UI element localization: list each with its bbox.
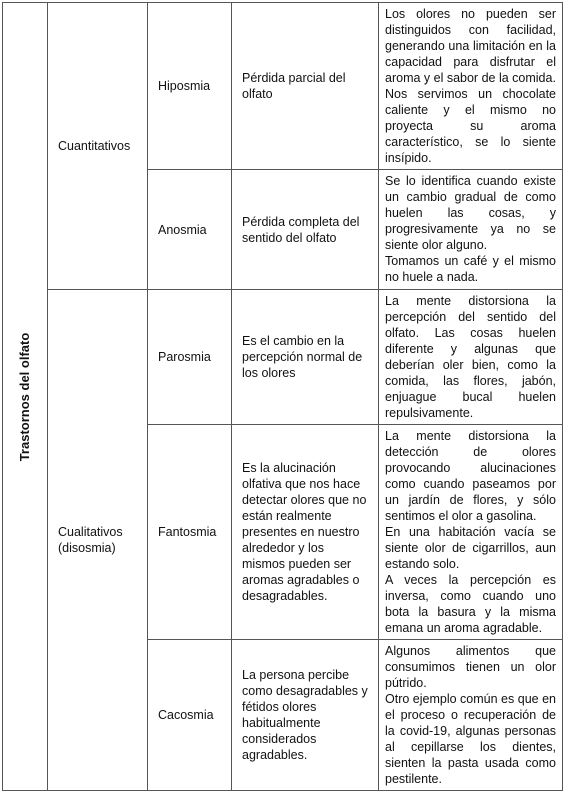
disorder-description-cell — [379, 290, 563, 425]
disorder-description-cell — [379, 170, 563, 290]
disorder-description-cell — [379, 640, 563, 791]
disorder-definition: Es el cambio en la percepción normal de los olores — [242, 334, 363, 380]
disorder-definition-cell — [232, 425, 379, 640]
main-category-cell — [3, 3, 48, 791]
disorder-description-cell — [379, 425, 563, 640]
disorder-definition-cell — [232, 640, 379, 791]
disorder-definition: La persona percibe como desagradables y fétidos olores habitualmente considerados agradables. — [242, 668, 368, 762]
description-paragraph: Tomamos un café y el mismo no huele a nada. — [385, 254, 556, 284]
olfato-disorders-table — [2, 2, 563, 791]
table-row — [3, 3, 563, 170]
disorder-definition-cell — [232, 3, 379, 170]
disorder-name-cell — [148, 425, 232, 640]
group-cualitativos — [48, 290, 148, 791]
disorder-definition-cell — [232, 290, 379, 425]
description-paragraph: La mente distorsiona la percepción del sentido del olfato. Las cosas huelen diferente y algunas que deberían oler bien, como la comida, las flores, jabón, enjuague bucal huelen repulsivamente. — [385, 294, 556, 420]
disorder-name: Anosmia — [158, 222, 207, 237]
group-cuantitativos — [48, 3, 148, 290]
disorder-definition: Pérdida completa del sentido del olfato — [242, 214, 360, 245]
table-row — [3, 290, 563, 425]
description-paragraph: Algunos alimentos que consumimos tienen un olor pútrido. — [385, 644, 556, 690]
group-label: Cualitativos (disosmia) — [58, 525, 123, 555]
description-paragraph: La mente distorsiona la detección de olores provocando alucinaciones como cuando paseamos por un jardín de flores, y sólo sentimos el olor a gasolina. — [385, 429, 556, 523]
disorder-description-cell — [379, 3, 563, 170]
description-paragraph: A veces la percepción es inversa, como cuando uno bota la basura y la misma emana un aroma agradable. — [385, 573, 556, 635]
disorder-name-cell — [148, 640, 232, 791]
disorder-name: Hiposmia — [158, 79, 211, 93]
description-paragraph: Se lo identifica cuando existe un cambio gradual de como huelen las cosas, y progresivamente ya no se siente olor alguno. — [385, 174, 556, 252]
description-paragraph: En una habitación vacía se siente olor de cigarrillos, aun estando solo. — [385, 525, 556, 571]
description-paragraph: Los olores no pueden ser distinguidos con facilidad, generando una limitación en la capacidad para disfrutar el aroma y el sabor de la comida. — [385, 7, 556, 85]
disorder-name-cell — [148, 3, 232, 170]
disorder-name: Cacosmia — [158, 708, 214, 722]
disorder-name: Fantosmia — [158, 525, 217, 539]
disorder-definition: Pérdida parcial del olfato — [242, 71, 346, 101]
disorder-name-cell — [148, 170, 232, 290]
disorder-name: Parosmia — [158, 350, 211, 364]
group-label: Cuantitativos — [58, 139, 131, 153]
disorder-definition: Es la alucinación olfativa que nos hace detectar olores que no están realmente presentes en nuestro alrededor y los mismos pueden ser aromas agradables o desagradables. — [242, 461, 367, 603]
description-paragraph: Nos servimos un chocolate caliente y el mismo no proyecta su aroma característico, se lo siente insípido. — [385, 87, 556, 165]
main-category-label: Trastornos del olfato — [17, 332, 32, 461]
description-paragraph: Otro ejemplo común es que en el proceso o recuperación de la covid-19, algunas personas al cepillarse los dientes, sienten la pasta usada como pestilente. — [385, 692, 556, 786]
disorder-name-cell — [148, 290, 232, 425]
disorder-definition-cell — [232, 170, 379, 290]
